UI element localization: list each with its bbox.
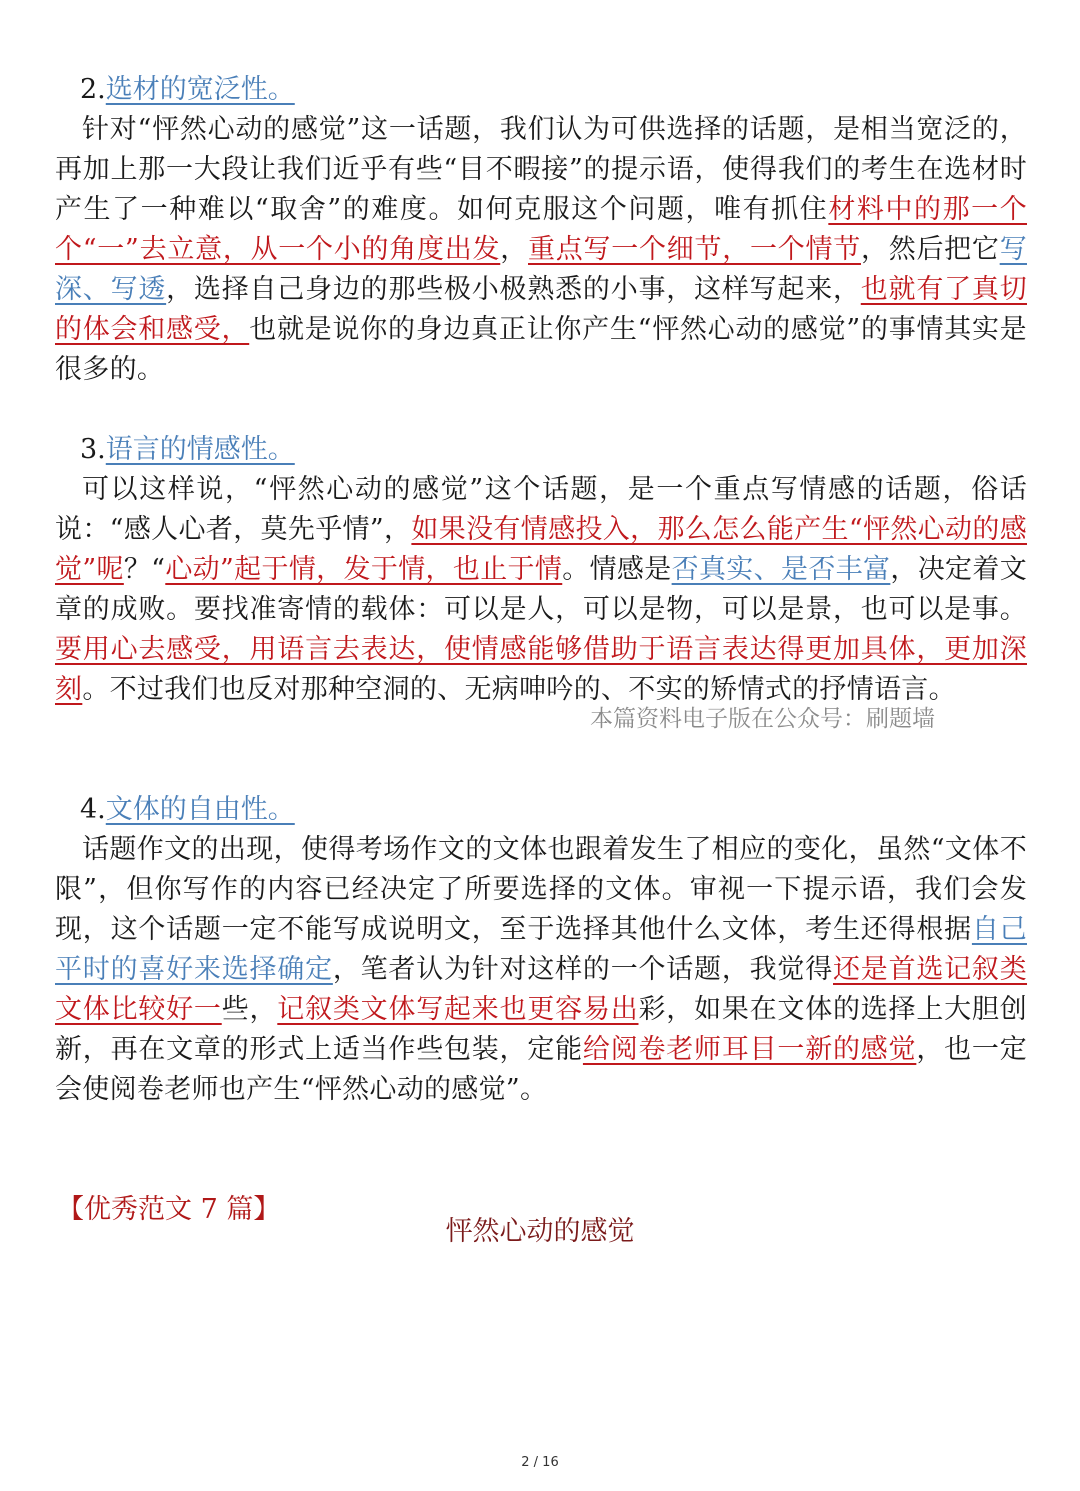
essay-title: 怦然心动的感觉 (445, 1216, 635, 1247)
text-segment: 。情感是 (562, 554, 672, 585)
section-number: 4. (80, 794, 106, 825)
highlight-red-segment: 重点写一个细节，一个情节 (528, 234, 861, 265)
section-paragraph-4 (55, 830, 1027, 1110)
highlight-red-segment: 记叙类文体写起来也更容易出 (277, 994, 639, 1025)
highlight-blue-segment: 写深、写透 (55, 234, 1027, 305)
text-segment: ， (500, 234, 529, 265)
highlight-blue-segment: 自己平时的喜好来选择确定 (55, 914, 1027, 985)
section-tag: 【优秀范文 7 篇】 (57, 1194, 281, 1225)
highlight-blue-segment: 否真实、是否丰富 (671, 554, 891, 585)
highlight-red-segment: 给阅卷老师耳目一新的感觉 (582, 1034, 917, 1065)
text-segment: ，也一定会使阅卷老师也产生“怦然心动的感觉”。 (55, 1034, 1027, 1105)
section-number: 3. (80, 434, 106, 465)
highlight-red-segment: 如果没有情感投入，那么怎么能产生“怦然心动的感觉”呢 (55, 514, 1027, 585)
section-title: 语言的情感性。 (105, 434, 295, 465)
text-segment: 也就是说你的身边真正让你产生“怦然心动的感觉”的事情其实是很多的。 (55, 314, 1027, 385)
section-paragraph-2 (55, 110, 1027, 390)
text-segment: 针对“怦然心动的感觉”这一话题，我们认为可供选择的话题，是相当宽泛的，再加上那一大段让我们近乎有些“目不暇接”的提示语，使得我们的考生在选材时产生了一种难以“取舍”的难度。如何克服这个问题，唯有抓住 (55, 114, 1027, 225)
text-segment: ，然后把它 (860, 234, 1000, 265)
text-segment: 话题作文的出现，使得考场作文的文体也跟着发生了相应的变化，虽然“文体不限”，但你写作的内容已经决定了所要选择的文体。审视一下提示语，我们会发现，这个话题一定不能写成说明文，至于选择其他什么文体，考生还得根据 (55, 834, 1027, 945)
section-paragraph-3 (55, 470, 1027, 710)
section-heading-4 (80, 790, 295, 830)
highlight-red-segment: 心动”起于情，发于情，也止于情 (165, 554, 563, 585)
text-segment: ，选择自己身边的那些极小极熟悉的小事，这样写起来， (166, 274, 861, 305)
section-number: 2. (80, 74, 106, 105)
section-heading-3 (80, 430, 295, 470)
highlight-red-segment: 要用心去感受，用语言去表达，使情感能够借助于语言表达得更加具体，更加深刻 (55, 634, 1027, 705)
section-heading-2 (80, 70, 295, 110)
highlight-red-segment: 也就有了真切的体会和感受， (55, 274, 1027, 345)
text-segment: 些， (221, 994, 278, 1025)
highlight-red-segment: 材料中的那一个个“一”去立意，从一个小的角度出发 (55, 194, 1027, 265)
watermark-text: 本篇资料电子版在公众号：刷题墙 (590, 706, 935, 732)
section-title: 文体的自由性。 (105, 794, 295, 825)
text-segment: ？“ (123, 554, 166, 585)
text-segment: ，决定着文章的成败。要找准寄情的载体：可以是人，可以是物，可以是景，也可以是事。 (55, 554, 1028, 625)
text-segment: 彩，如果在文体的选择上大胆创新，再在文章的形式上适当作些包装，定能 (55, 994, 1027, 1065)
text-segment: ，笔者认为针对这样的一个话题，我觉得 (332, 954, 833, 985)
highlight-red-segment: 还是首选记叙类文体比较好一 (55, 954, 1028, 1025)
text-segment: 可以这样说，“怦然心动的感觉”这个话题，是一个重点写情感的话题，俗话说：“感人心者，莫先乎情”， (55, 474, 1027, 545)
section-title: 选材的宽泛性。 (105, 74, 295, 105)
page-number: 2 / 16 (521, 1455, 559, 1470)
text-segment: 。不过我们也反对那种空洞的、无病呻吟的、不实的矫情式的抒情语言。 (82, 674, 956, 705)
